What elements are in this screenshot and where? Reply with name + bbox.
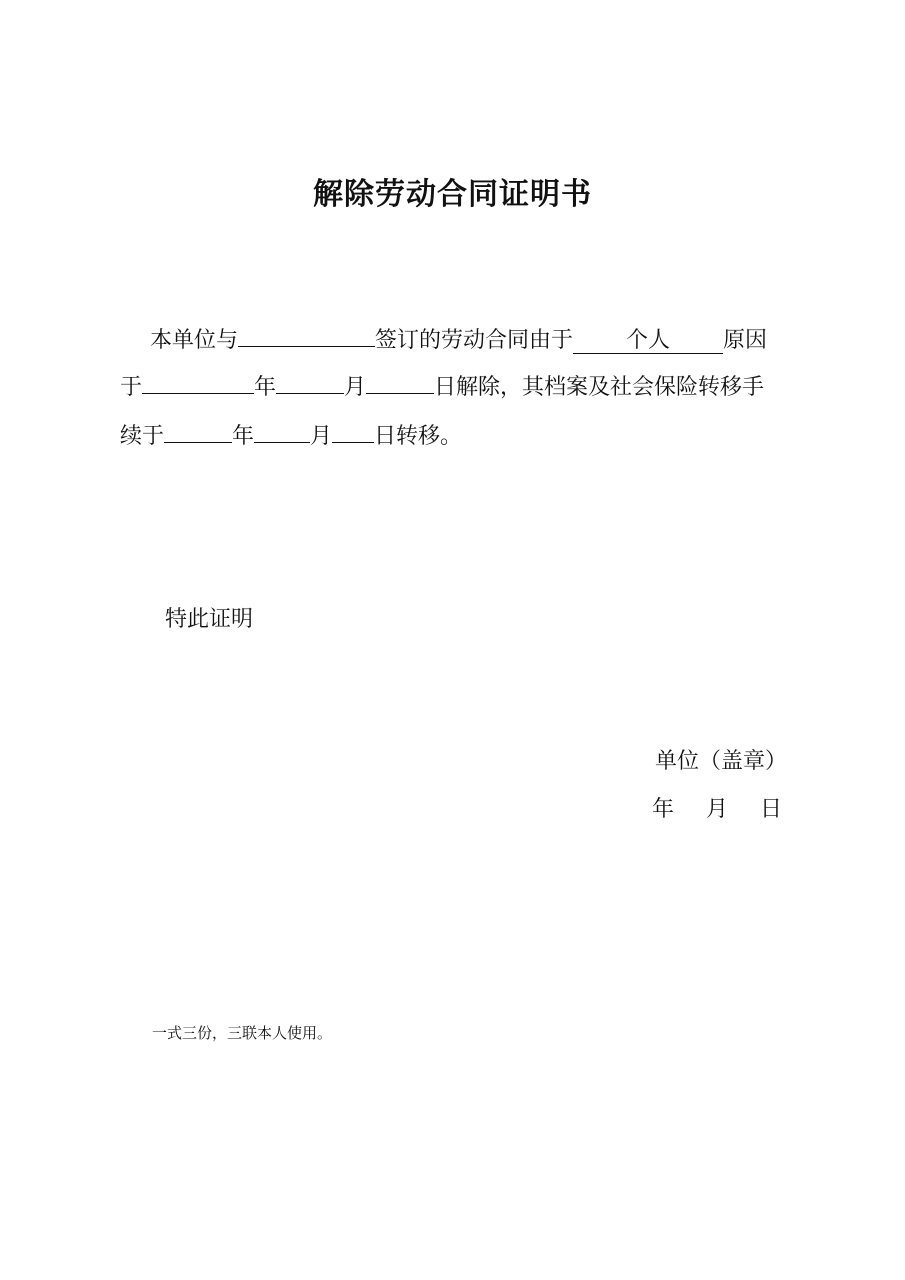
transfer-year-blank[interactable]: [164, 418, 232, 443]
line1-mid-text: 签订的劳动合同由于: [375, 328, 574, 353]
terminate-month-blank[interactable]: [276, 369, 344, 394]
transfer-day-blank[interactable]: [332, 418, 374, 443]
line3-end-text: 日转移。: [374, 424, 463, 449]
line1-start-text: 本单位与: [150, 328, 239, 353]
terminate-day-blank[interactable]: [366, 369, 434, 394]
employee-name-blank[interactable]: [238, 322, 375, 347]
transfer-month-blank[interactable]: [254, 418, 310, 443]
line2-end-text: 日解除，其档案及社会保险转移手: [434, 375, 765, 400]
unit-seal-label: 单位（盖章）: [655, 749, 788, 774]
date-month-label: 月: [706, 797, 729, 822]
paragraph-line-1: [150, 322, 767, 356]
line3-start-text: 续于: [120, 424, 165, 449]
line1-end-text: 原因: [723, 328, 768, 353]
reason-value: 个人: [626, 328, 671, 353]
footnote: 一式三份，三联本人使用。: [152, 1024, 333, 1042]
paragraph-line-2: [120, 369, 764, 403]
document-title: 解除劳动合同证明书: [313, 177, 592, 212]
reason-blank[interactable]: [573, 329, 723, 354]
line2-month-text: 月: [344, 375, 367, 400]
line3-month-text: 月: [310, 424, 333, 449]
line3-year-text: 年: [232, 424, 255, 449]
signature-date: [652, 795, 782, 825]
line2-start-text: 于: [120, 375, 143, 400]
date-day-label: 日: [760, 797, 783, 822]
terminate-year-blank[interactable]: [142, 369, 254, 394]
closing-statement: 特此证明: [165, 607, 254, 632]
date-year-label: 年: [652, 797, 675, 822]
line2-year-text: 年: [254, 375, 277, 400]
paragraph-line-3: [120, 418, 462, 452]
